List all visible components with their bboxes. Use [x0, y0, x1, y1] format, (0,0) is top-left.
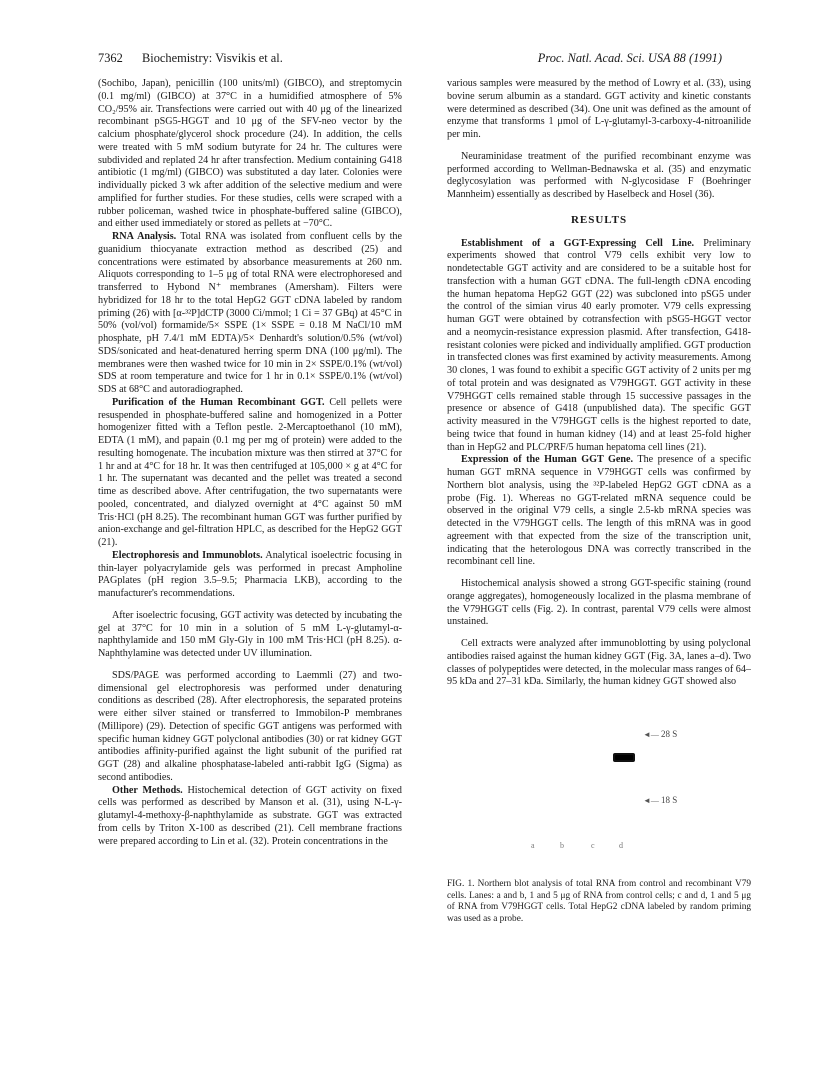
marker-arrow-28s: ◄— [643, 730, 659, 739]
paragraph [447, 454, 751, 569]
paragraph: Histochemical analysis showed a strong GGT-specific staining (round orange aggregates), homogeneously localized in the plasma membrane of the V79HGGT cells (Fig. 2). In contrast, parental V79 cells were almost unstained. [447, 578, 751, 628]
paragraph-text: Cell pellets were resuspended in phosphate-buffered saline and homogenized in a Potter homogenizer fitted with a Teflon pestle. 2-Mercaptoethanol (10 mM), EDTA (1 mM), and papain (0.1 mg per mg of protein) were added to the resulting homogenate. The incubation mixture was then stirred at 37°C for 1 hr and at 4°C for 18 hr. It was then centrifuged at 105,000 × g at 4°C for 1 hr. The supernatant was decanted and the pellet was treated a second time as described above. After centrifugation, the two supernatants were pooled, concentrated, and dialyzed overnight at 4°C against 50 mM Tris·HCl (pH 8.25). The recombinant human GGT was further purified by anion-exchange and gel-filtration HPLC, as described for the HepG2 GGT (21). [98, 396, 403, 548]
run-in-heading: Purification of the Human Recombinant GGT. [112, 396, 325, 408]
page-number: 7362 [98, 51, 123, 65]
paragraph-text: Preliminary experiments showed that control V79 cells exhibit very low to nondetectable GGT activity and are considered to be a suitable host for transfection with a human GGT cDNA. The full-length cDNA encoding the human hepatoma HepG2 GGT (22) was subcloned into pSG5 under the control of the simian virus 40 early promoter. V79 cells expressing human GGT were obtained by cotransfection with pSG5-HGGT vector and a neomycin-resistance expression plasmid. After transfection, G418-resistant colonies were picked and individually amplified. GGT production in transfected clones was first examined by activity measurements. Among 30 clones, 1 was found to exhibit a specific GGT activity of 2 units per mg of total protein and was designated as V79HGGT. GGT activity in these V79HGGT cells remained stable through 15 successive passages in the presence or absence of G418 (unpublished data). The specific GGT activity measured in the V79HGGT cells is the highest reported to date, being twice that found in human kidney (14) and at least 25-fold higher than in HepG2 and PLC/PRF/5 human hepatoma cell lines (21). [447, 237, 751, 453]
figure-caption: FIG. 1. Northern blot analysis of total RNA from control and recombinant V79 cells. Lanes: a and b, 1 and 5 μg of RNA from control cells; c and d, 1 and 5 μg of RNA from V79HGGT cells. Total HepG2 cDNA labeled by random priming was used as a probe. [447, 879, 751, 924]
lane-label-a: a [531, 841, 535, 850]
blot-background [447, 699, 751, 869]
paragraph: Neuraminidase treatment of the purified recombinant enzyme was performed according to Wellman-Bednawska et al. (35) and enzymatic deglycosylation was performed with N-glycosidase F (Boehringer Mannheim) essentially as described by Haselbeck and Hosel (36). [447, 150, 751, 200]
run-in-heading: Other Methods. [112, 784, 183, 796]
journal-citation: Proc. Natl. Acad. Sci. USA 88 (1991) [537, 51, 722, 65]
section-heading: RESULTS [570, 213, 628, 226]
page-header [98, 50, 722, 66]
paragraph: SDS/PAGE was performed according to Laemmli (27) and two-dimensional gel electrophoresis was performed under denaturing conditions as described (28). After electrophoresis, the separated proteins were either silver stained or transferred to Immobilon-P membranes (Millipore) (29). Detection of specific GGT antigens was performed with specific human kidney GGT polyclonal antibodies (30) or rat kidney GGT antibodies affinity-purified against the light subunit of the purified rat GGT (28) and alkaline phosphatase-labeled anti-rabbit IgG (Sigma) as second antibodies. [98, 669, 402, 783]
paragraph [98, 550, 402, 601]
marker-arrow-18s: ◄— [643, 796, 659, 805]
paragraph [447, 238, 751, 455]
right-column [447, 78, 751, 925]
paragraph [98, 397, 402, 550]
run-in-heading: Electrophoresis and Immunoblots. [112, 549, 263, 561]
paragraph: Cell extracts were analyzed after immunoblotting by using polyclonal antibodies raised against the human kidney GGT (Fig. 3A, lanes a–d). Two classes of polypeptides were detected, in the molecular mass ranges of 64–95 kDa and 27–31 kDa. Similarly, the human kidney GGT showed also [447, 638, 751, 688]
marker-label-18s: 18 S [661, 795, 678, 805]
left-column [98, 78, 402, 848]
paragraph [98, 231, 402, 397]
run-in-heading: Establishment of a GGT-Expressing Cell Line. [461, 237, 695, 249]
paragraph: various samples were measured by the method of Lowry et al. (33), using bovine serum albumin as a standard. GGT activity and kinetic constants were determined as described (34). One unit was defined as the amount of enzyme that transforms 1 μmol of L-γ-glutamyl-3-carboxy-4-nitroanilide per min. [447, 78, 751, 140]
paragraph [98, 785, 402, 849]
figure-1 [447, 699, 751, 879]
paragraph: After isoelectric focusing, GGT activity was detected by incubating the gel at 37°C for 10 min in a solution of 5 mM L-γ-glutamyl-α-naphthylamide and 150 mM Gly-Gly in 100 mM Tris·HCl (pH 8.25). α-Naphthylamine was detected under UV illumination. [98, 609, 402, 659]
paragraph-text: Total RNA was isolated from confluent cells by the guanidium thiocyanate extraction method as described (25) and concentrations were estimated by absorbance measurements at 260 nm. Aliquots corresponding to 1–5 μg of total RNA were electrophoresed and transferred to Hybond N⁺ membranes (Amersham). Filters were hybridized for 18 hr to the total HepG2 GGT cDNA labeled by random priming (26) with [α-³²P]dCTP (3000 Ci/mmol; 1 Ci = 37 GBq) at 45°C in 50% (vol/vol) formamide/5× SSPE (1× SSPE = 0.18 M NaCl/10 mM phosphate, pH 7.4/1 mM EDTA)/5× Denhardt's solution/0.5% (wt/vol) SDS/sonicated and heat-denatured herring sperm DNA (100 μg/ml). The membranes were then washed twice for 10 min in 2× SSPE/0.1% (wt/vol) SDS at room temperature and twice for 1 hr in 0.1× SSPE/0.1% (wt/vol) SDS at 68°C and autoradiographed. [98, 231, 402, 395]
lane-label-d: d [619, 841, 623, 850]
paragraph-text: Analytical isoelectric focusing in thin-layer polyacrylamide gels was performed in precast Ampholine PAGplates (pH region 3.5–9.5; Pharmacia LKB), according to the manufacturer's recommendations. [98, 549, 402, 599]
paragraph-text: Histochemical detection of GGT activity on fixed cells was performed as described by Manson et al. (31), using N-L-γ-glutamyl-4-methoxy-β-naphthylamide as substrate. GGT was extracted from cells by Triton X-100 as described (21). Cell membrane fractions were prepared according to Lin et al. (32). Protein concentrations in the [98, 784, 402, 847]
lane-label-c: c [591, 841, 595, 850]
run-in-heading: RNA Analysis. [112, 231, 177, 242]
running-title: Biochemistry: Visvikis et al. [142, 51, 283, 65]
marker-label-28s: 28 S [661, 729, 678, 739]
band-core [615, 755, 633, 760]
paragraph-text: The presence of a specific human GGT mRNA sequence in V79HGGT cells was confirmed by Northern blot analysis, using the ³²P-labeled HepG2 GGT cDNA as a probe (Fig. 1). Whereas no GGT-related mRNA sequence could be observed in the original V79 cells, a single 2.5-kb mRNA species was detected in the V79HGGT cells. The length of this mRNA was in good agreement with that expected from the size of the transcription unit, indicating that the heterologous DNA was correctly transcribed in the recombinant cell line. [447, 454, 751, 568]
northern-blot-image [447, 699, 751, 869]
lane-label-b: b [560, 841, 564, 850]
run-in-heading: Expression of the Human GGT Gene. [461, 454, 634, 466]
paragraph: (Sochibo, Japan), penicillin (100 units/ml) (GIBCO), and streptomycin (0.1 mg/ml) (GIBCO) at 37°C in a humidified atmosphere of 5% CO₂/95% air. Transfections were carried out with 40 μg of the linearized recombinant pSG5-HGGT and 10 μg of the SFV-neo vector by the calcium phosphate/glycerol shock procedure (24). In addition, the cells were treated with 5 mM sodium butyrate for 24 hr. The cultures were subdivided and replated 24 hr after transfection. Medium containing G418 antibiotic (1 mg/ml) (GIBCO) was substituted a day later. Colonies were individually picked 3 wk after addition of the selective medium and were amplified for further studies. For these studies, cells were scraped with a rubber policeman, washed twice in phosphate-buffered saline (GIBCO), and either used immediately or stored as pellets at −70°C. [98, 78, 402, 230]
